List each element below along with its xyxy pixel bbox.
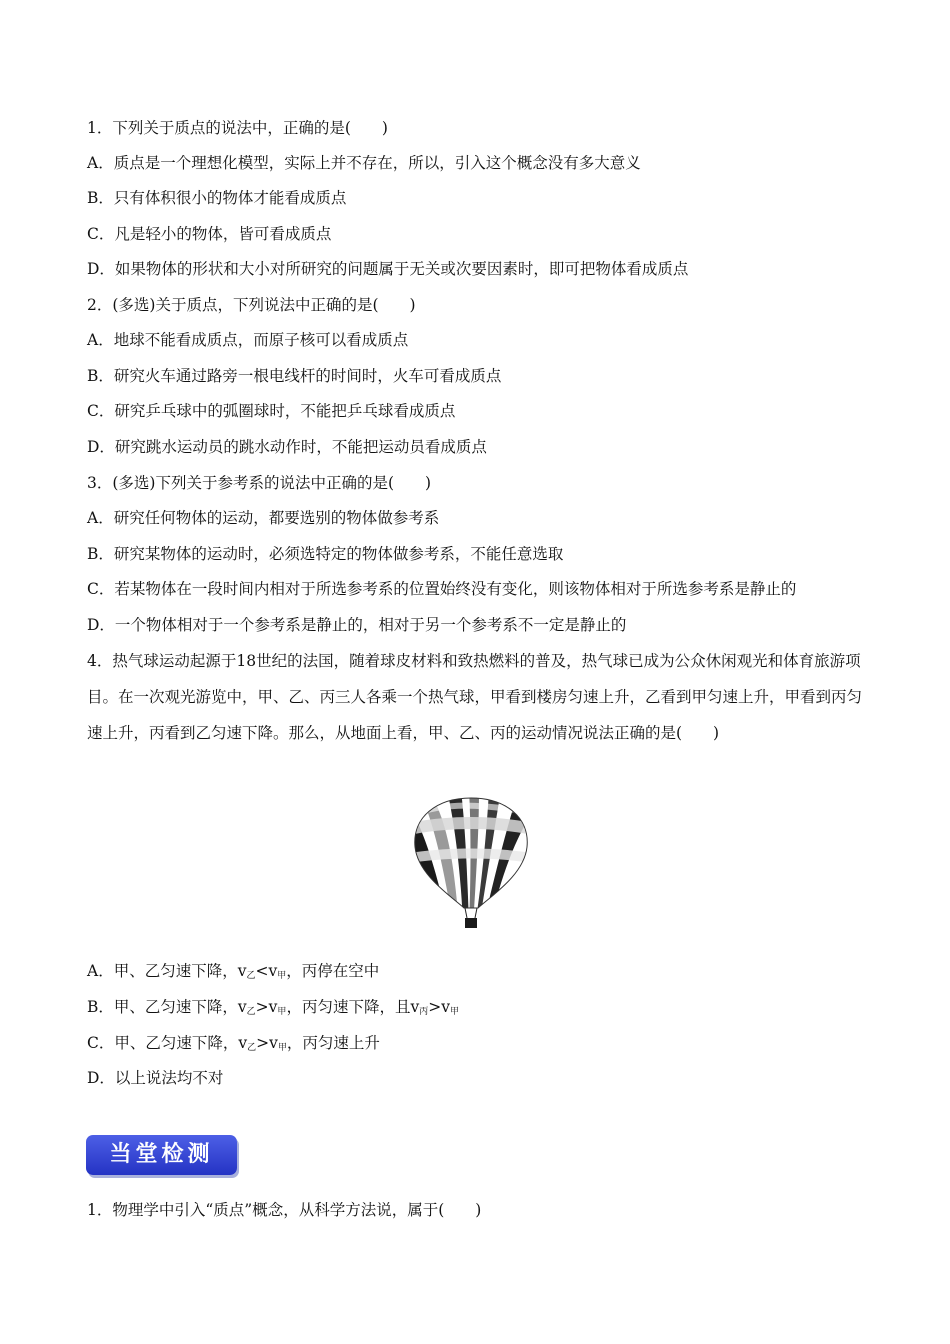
question-3-option-b: B．研究某物体的运动时，必须选特定的物体做参考系，不能任意选取 [87,545,564,563]
question-4-option-b: B．甲、乙匀速下降，$v_乙>v_甲$，丙匀速下降，且$v_丙>v_甲$ [87,998,459,1017]
question-3-stem: 3．(多选)下列关于参考系的说法中正确的是( ) [87,474,432,492]
hot-air-balloon-image [409,795,533,931]
question-3-option-a: A．研究任何物体的运动，都要选别的物体做参考系 [87,509,440,527]
question-4-option-c: C．甲、乙匀速下降，$v_乙>v_甲$，丙匀速上升 [87,1034,380,1053]
question-1-option-a: A．质点是一个理想化模型，实际上并不存在，所以，引入这个概念没有多大意义 [87,154,641,172]
question-4-option-a: A．甲、乙匀速下降，$v_乙<v_甲$，丙停在空中 [87,962,380,981]
question-2-option-a: A．地球不能看成质点，而原子核可以看成质点 [87,331,409,349]
question-2-option-d: D．研究跳水运动员的跳水动作时，不能把运动员看成质点 [87,438,487,456]
question-3-option-c: C．若某物体在一段时间内相对于所选参考系的位置始终没有变化，则该物体相对于所选参考系是静止的 [87,580,797,598]
question-3-option-d: D．一个物体相对于一个参考系是静止的，相对于另一个参考系不一定是静止的 [87,616,627,634]
section-header-badge [86,1135,237,1175]
question-2-option-c: C．研究乒乓球中的弧圈球时，不能把乒乓球看成质点 [87,402,456,420]
question-1-option-b: B．只有体积很小的物体才能看成质点 [87,189,347,207]
question-2-option-b: B．研究火车通过路旁一根电线杆的时间时，火车可看成质点 [87,367,502,385]
question-2-stem: 2．(多选)关于质点，下列说法中正确的是( ) [87,296,416,314]
question-1-stem: 1．下列关于质点的说法中，正确的是( ) [87,119,388,137]
question-4-option-d: D．以上说法均不对 [87,1069,224,1087]
question-4-stem: 4．热气球运动起源于18世纪的法国，随着球皮材料和致热燃料的普及，热气球已成为公众休闲观光和体育旅游项目。在一次观光游览中，甲、乙、丙三人各乘一个热气球，甲看到楼房匀速上升，乙看到甲匀速上升，甲看到丙匀速上升，丙看到乙匀速下降。那么，从地面上看，甲、乙、丙的运动情况说法正确的是( ) [87,652,863,742]
section-title: 当堂检测 [109,1142,214,1167]
exercise-1-stem: 1．物理学中引入“质点”概念，从科学方法说，属于( ) [87,1201,482,1219]
question-1-option-c: C．凡是轻小的物体，皆可看成质点 [87,225,332,243]
question-1-option-d: D．如果物体的形状和大小对所研究的问题属于无关或次要因素时，即可把物体看成质点 [87,260,689,278]
